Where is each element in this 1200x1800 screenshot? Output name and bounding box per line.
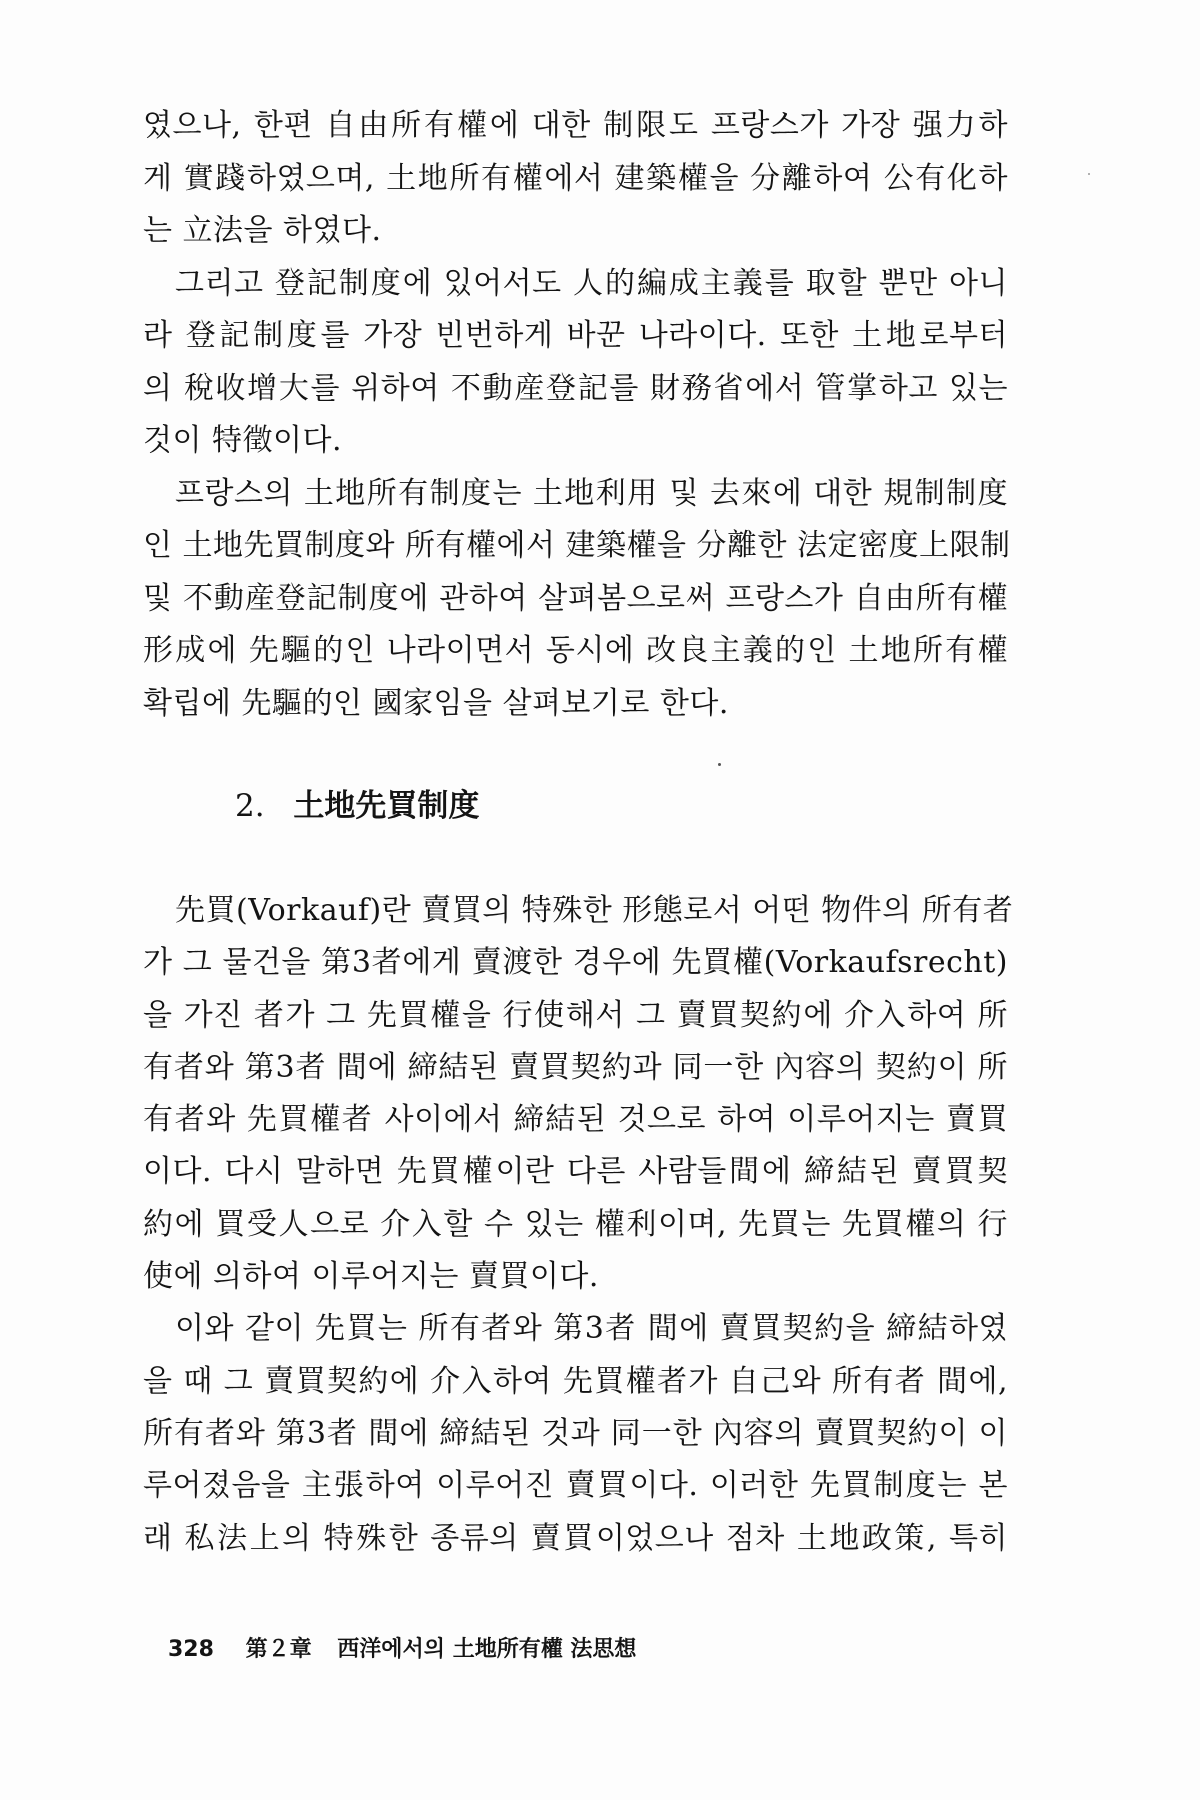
text-line: 先買(Vorkauf)란 賣買의 特殊한 形態로서 어떤 物件의 所有者 bbox=[175, 893, 1014, 928]
text-line: 는 立法을 하였다. bbox=[143, 213, 382, 248]
text-line: 이다. 다시 말하면 先買權이란 다른 사람들間에 締結된 賣買契 bbox=[143, 1154, 1008, 1190]
section-title: 土地先買制度 bbox=[293, 788, 480, 824]
paragraph-1 bbox=[143, 100, 1008, 258]
text-line: 그리고 登記制度에 있어서도 人的編成主義를 取할 뿐만 아니 bbox=[175, 265, 1008, 301]
page-footer bbox=[168, 1632, 654, 1663]
text-line: 有者와 第3者 間에 締結된 賣買契約과 同一한 內容의 契約이 所 bbox=[143, 1049, 1008, 1085]
paragraph-5 bbox=[143, 1303, 1008, 1564]
text-line: 有者와 先買權者 사이에서 締結된 것으로 하여 이루어지는 賣買 bbox=[143, 1102, 1008, 1138]
text-line: 루어졌음을 主張하여 이루어진 賣買이다. 이러한 先買制度는 본 bbox=[143, 1468, 1008, 1504]
scan-speck bbox=[1088, 173, 1090, 175]
text-line: 가 그 물건을 第3者에게 賣渡한 경우에 先買權(Vorkaufsrecht) bbox=[143, 945, 1008, 981]
text-line: 을 가진 者가 그 先買權을 行使해서 그 賣買契約에 介入하여 所 bbox=[143, 997, 1008, 1033]
text-line: 使에 의하여 이루어지는 賣買이다. bbox=[143, 1259, 599, 1295]
body-text-lower bbox=[143, 885, 1014, 1565]
paragraph-4 bbox=[143, 885, 1014, 1303]
text-line: 라 登記制度를 가장 빈번하게 바꾼 나라이다. 또한 土地로부터 bbox=[143, 318, 1008, 353]
text-line: 게 實踐하였으며, 土地所有權에서 建築權을 分離하여 公有化하 bbox=[143, 160, 1008, 196]
text-line: 을 때 그 賣買契約에 介入하여 先買權者가 自己와 所有者 間에, bbox=[143, 1363, 1008, 1399]
text-line: 및 不動産登記制度에 관하여 살펴봄으로써 프랑스가 自由所有權 bbox=[143, 580, 1008, 616]
scan-speck bbox=[718, 763, 721, 766]
text-line: 의 稅收增大를 위하여 不動産登記를 財務省에서 管掌하고 있는 bbox=[143, 370, 1008, 406]
body-text-upper bbox=[143, 100, 1011, 730]
text-line: 확립에 先驅的인 國家임을 살펴보기로 한다. bbox=[143, 685, 729, 721]
section-number: 2. bbox=[235, 788, 265, 824]
text-line: 래 私法上의 特殊한 종류의 賣買이었으나 점차 土地政策, 특히 bbox=[143, 1520, 1008, 1556]
paragraph-3 bbox=[143, 468, 1011, 731]
section-heading bbox=[235, 780, 479, 832]
text-line: 所有者와 第3者 間에 締結된 것과 同一한 內容의 賣買契約이 이 bbox=[143, 1415, 1008, 1451]
text-line: 인 土地先買制度와 所有權에서 建築權을 分離한 法定密度上限制 bbox=[143, 528, 1011, 563]
chapter-title: 西洋에서의 土地所有權 法思想 bbox=[337, 1637, 637, 1662]
text-line: 形成에 先驅的인 나라이면서 동시에 改良主義的인 土地所有權 bbox=[143, 633, 1008, 668]
paragraph-2 bbox=[143, 258, 1008, 468]
text-line: 였으나, 한편 自由所有權에 대한 制限도 프랑스가 가장 强力하 bbox=[143, 108, 1008, 143]
chapter-number: 第２章 bbox=[245, 1637, 312, 1662]
page-number: 328 bbox=[168, 1637, 214, 1662]
text-line: 約에 買受人으로 介入할 수 있는 權利이며, 先買는 先買權의 行 bbox=[143, 1206, 1008, 1242]
text-line: 것이 特徵이다. bbox=[143, 423, 342, 458]
text-line: 이와 같이 先買는 所有者와 第3者 間에 賣買契約을 締結하였 bbox=[175, 1311, 1008, 1347]
text-line: 프랑스의 土地所有制度는 土地利用 및 去來에 대한 規制制度 bbox=[175, 475, 1008, 511]
